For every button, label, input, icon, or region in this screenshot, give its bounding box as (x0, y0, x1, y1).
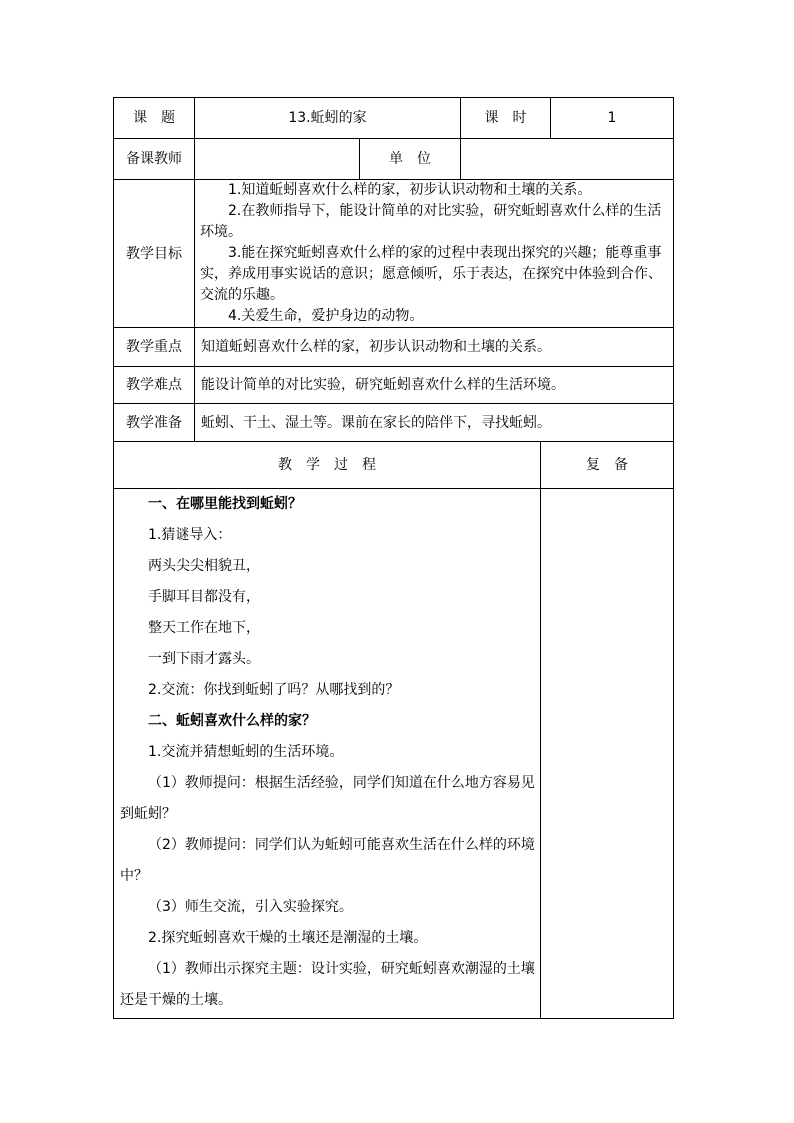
topic-label: 课 题 (133, 110, 175, 126)
table-border (540, 441, 541, 1019)
objective-item: 2.在教师指导下，能设计简单的对比实验，研究蚯蚓喜欢什么样的生活环境。 (200, 203, 662, 240)
riddle-line: 整天工作在地下， (148, 620, 260, 636)
preparation-label: 教学准备 (126, 414, 182, 431)
table-border (673, 97, 674, 1019)
topic-value: 13.蚯蚓的家 (288, 110, 367, 126)
objective-item: 4.关爱生命，爱护身边的动物。 (228, 308, 424, 324)
difficulty-value: 能设计简单的对比实验，研究蚯蚓喜欢什么样的生活环境。 (201, 377, 565, 393)
objective-item: 3.能在探究蚯蚓喜欢什么样的家的过程中表现出探究的兴趣；能尊重事实，养成用事实说话的意识；愿意倾听，乐于表达，在探究中体验到合作、交流的乐趣。 (200, 245, 662, 303)
key-point-value: 知道蚯蚓喜欢什么样的家，初步认识动物和土壤的关系。 (201, 339, 551, 355)
process-line: 1.交流并猜想蚯蚓的生活环境。 (148, 744, 344, 760)
period-label: 课 时 (484, 110, 527, 126)
riddle-line: 手脚耳目都没有， (148, 589, 260, 605)
unit-value (461, 139, 673, 179)
process-line: （3）师生交流，引入实验探究。 (148, 899, 353, 915)
unit-label: 单 位 (389, 151, 431, 167)
difficulty-label: 教学难点 (126, 377, 182, 393)
riddle-line: 两头尖尖相貌丑， (148, 558, 260, 574)
period-value: 1 (607, 110, 617, 126)
process-content (120, 489, 536, 1017)
process-line: 1.猜谜导入： (148, 527, 232, 543)
table-border (113, 1018, 674, 1019)
riddle-line: 一到下雨才露头。 (148, 651, 260, 667)
process-line: （1）教师出示探究主题：设计实验，研究蚯蚓喜欢潮湿的土壤还是干燥的土壤。 (120, 961, 535, 1008)
section-heading: 二、蚯蚓喜欢什么样的家？ (148, 713, 316, 729)
key-point-label: 教学重点 (126, 339, 182, 355)
review-header: 复 备 (586, 457, 628, 473)
process-line: 2.探究蚯蚓喜欢干燥的土壤还是潮湿的土壤。 (148, 930, 428, 946)
process-line: 2.交流：你找到蚯蚓了吗？从哪找到的？ (148, 682, 400, 698)
process-line: （1）教师提问：根据生活经验，同学们知道在什么地方容易见到蚯蚓？ (120, 775, 535, 822)
teacher-value (195, 139, 359, 179)
teacher-label: 备课教师 (126, 151, 182, 167)
objective-item: 1.知道蚯蚓喜欢什么样的家，初步认识动物和土壤的关系。 (228, 182, 592, 198)
preparation-value: 蚯蚓、干土、湿土等。课前在家长的陪伴下，寻找蚯蚓。 (201, 414, 551, 431)
objectives-label: 教学目标 (126, 245, 182, 262)
objectives-content (200, 180, 670, 327)
section-heading: 一、在哪里能找到蚯蚓？ (148, 496, 302, 512)
process-line: （2）教师提问：同学们认为蚯蚓可能喜欢生活在什么样的环境中？ (120, 837, 535, 884)
process-header: 教 学 过 程 (278, 457, 376, 473)
